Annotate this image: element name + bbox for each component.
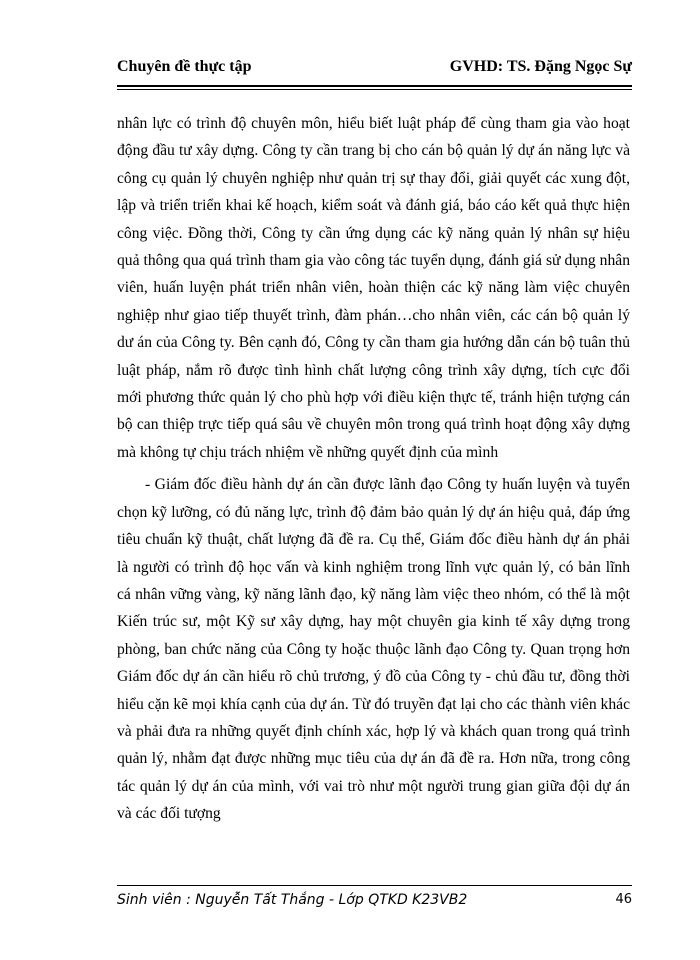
page-body [117,110,630,828]
student-info: Sinh viên : Nguyễn Tất Thắng - Lớp QTKD K23VB2 [117,892,468,908]
footer-divider [117,885,632,886]
page-number: 46 [615,892,632,907]
body-paragraph-2: - Giám đốc điều hành dự án cần được lãnh đạo Công ty huấn luyện và tuyển chọn kỹ lưỡng, có đủ năng lực, trình độ đảm bảo quản lý dự án hiệu quả, đáp ứng tiêu chuẩn kỹ thuật, chất lượng đã đề ra. Cụ thể, Giám đốc điều hành dự án phải là người có trình độ học vấn và kinh nghiệm trong lĩnh vực quản lý, có bản lĩnh cá nhân vững vàng, kỹ năng lãnh đạo, kỹ năng làm việc theo nhóm, có thể là một Kiến trúc sư, một Kỹ sư xây dựng, hay một chuyên gia kinh tế xây dựng trong phòng, ban chức năng của Công ty hoặc thuộc lãnh đạo Công ty. Quan trọng hơn Giám đốc dự án cần hiểu rõ chủ trương, ý đồ của Công ty - chủ đầu tư, đồng thời hiểu cặn kẽ mọi khía cạnh của dự án. Từ đó truyền đạt lại cho các thành viên khác và phải đưa ra những quyết định chính xác, hợp lý và khách quan trong quá trình quản lý, nhằm đạt được những mục tiêu của dự án đã đề ra. Hơn nữa, trong công tác quản lý dự án của mình, với vai trò như một người trung gian giữa đội dự án và các đối tượng [117,476,630,823]
supervisor-label: GVHD: TS. Đặng Ngọc Sự [449,58,632,75]
header-divider [117,85,632,87]
header-divider-thin [117,89,632,90]
body-paragraph-1: nhân lực có trình độ chuyên môn, hiểu biết luật pháp để cùng tham gia vào hoạt động đầu tư xây dựng. Công ty cần trang bị cho cán bộ quản lý dự án năng lực và công cụ quản lý chuyên nghiệp như quản trị sự thay đổi, giải quyết các xung đột, lập và triển triển khai kế hoạch, kiểm soát và đánh giá, báo cáo kết quả thực hiện công việc. Đồng thời, Công ty cần ứng dụng các kỹ năng quản lý nhân sự hiệu quả thông qua quá trình tham gia vào công tác tuyển dụng, đánh giá sử dụng nhân viên, huấn luyện phát triển nhân viên, hoàn thiện các kỹ năng làm việc chuyên nghiệp như giao tiếp thuyết trình, đàm phán…cho nhân viên, các cán bộ quản lý dư án của Công ty. Bên cạnh đó, Công ty cần tham gia hướng dẫn cán bộ tuân thủ luật pháp, nắm rõ được tình hình chất lượng công trình xây dựng, tích cực đổi mới phương thức quản lý cho phù hợp với điều kiện thực tế, tránh hiện tượng cán bộ can thiệp trực tiếp quá sâu về chuyên môn trong quá trình hoạt động xây dựng mà không tự chịu trách nhiệm về những quyết định của mình [117,115,630,461]
page-header [117,58,632,84]
document-title: Chuyên đề thực tập [117,58,252,75]
